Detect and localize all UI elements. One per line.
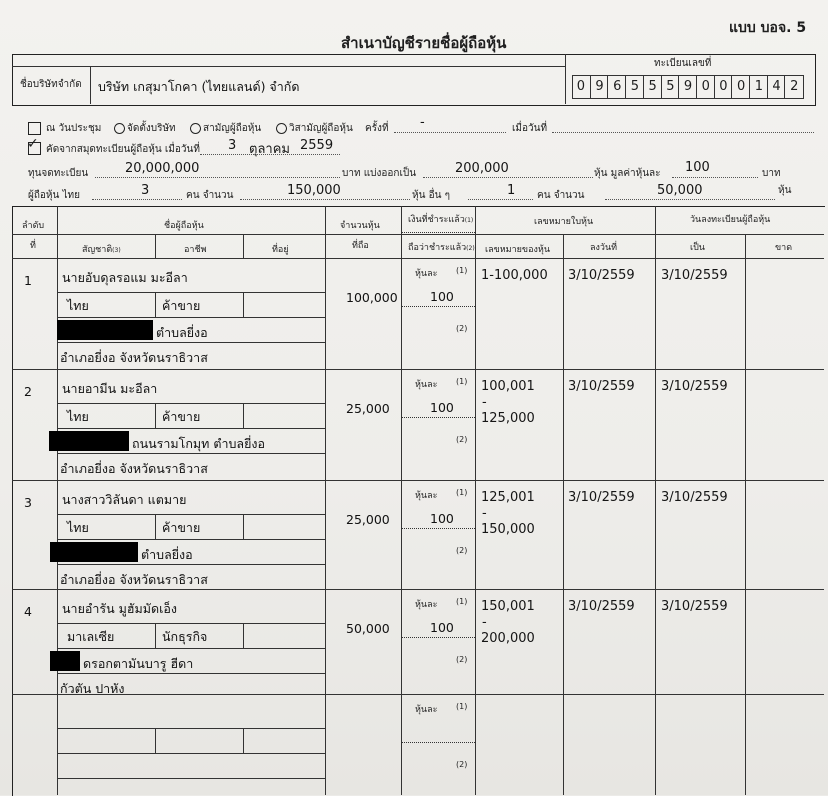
- header-occupation: อาชีพ: [184, 245, 207, 255]
- header-cert-no: เลขหมายใบหุ้น: [534, 217, 594, 227]
- certificate-date: 3/10/2559: [568, 490, 635, 505]
- row-divider: [243, 514, 244, 539]
- holder-nationality: มาเลเซีย: [67, 629, 115, 644]
- label-count-2: คน จำนวน: [537, 190, 585, 201]
- company-name: บริษัท เกสุมาโกคา (ไทยแลนด์) จำกัด: [98, 79, 300, 94]
- shares-held: 25,000: [346, 401, 390, 416]
- row-number: 3: [24, 495, 32, 510]
- radio-extraordinary[interactable]: [276, 123, 287, 134]
- header-shares: จำนวนหุ้น: [340, 221, 380, 231]
- extract-day: 3: [228, 138, 237, 153]
- registration-digit: 0: [576, 79, 585, 94]
- paid-per-share: 100: [430, 289, 454, 304]
- paid-per-share: 100: [430, 511, 454, 526]
- mark-2: (2): [456, 546, 468, 555]
- holder-address-line2: อำเภอยี่งอ จังหวัดนราธิวาส: [60, 461, 208, 476]
- redacted-address-block: [57, 320, 153, 340]
- holder-occupation: นักธุรกิจ: [162, 629, 208, 644]
- shares-held: 100,000: [346, 290, 398, 305]
- other-shares-value: 50,000: [657, 183, 703, 198]
- row-line: [57, 403, 325, 404]
- mark-1: (1): [456, 597, 468, 606]
- registration-digit: 6: [607, 76, 626, 98]
- registration-digit: 9: [590, 76, 609, 98]
- row-line: [401, 417, 475, 418]
- header-paid: เงินที่ชำระแล้ว(1): [408, 215, 474, 225]
- label-other: หุ้น อื่น ๆ: [412, 190, 450, 201]
- row-line: [57, 539, 325, 540]
- row-divider: [243, 292, 244, 317]
- registration-digit: 9: [678, 76, 697, 98]
- redacted-address-block: [49, 431, 129, 451]
- label-extract: คัดจากสมุดทะเบียนผู้ถือหุ้น เมื่อวันที่: [46, 144, 200, 155]
- row-line: [57, 428, 325, 429]
- checkbox-meeting[interactable]: [28, 122, 41, 135]
- share-number-dash: -: [482, 615, 487, 630]
- extract-month: ตุลาคม: [249, 142, 290, 157]
- row-divider: [155, 514, 156, 539]
- radio-annual[interactable]: [190, 123, 201, 134]
- per-share-label: หุ้นละ: [415, 269, 438, 279]
- row-divider: [243, 623, 244, 648]
- registration-digit: 5: [661, 76, 680, 98]
- row-line: [57, 514, 325, 515]
- registration-date: 3/10/2559: [661, 599, 728, 614]
- redacted-address-block: [50, 542, 138, 562]
- label-date: เมื่อวันที่: [512, 123, 548, 134]
- mark-1: (1): [456, 377, 468, 386]
- label-at-meeting: ณ วันประชุม: [46, 123, 102, 134]
- row-line: [57, 648, 325, 649]
- holder-address-line2: อำเภอยี่งอ จังหวัดนราธิวาส: [60, 350, 208, 365]
- share-number-dash: -: [482, 506, 487, 521]
- holder-address-line1: ดรอกตามันบารู ฮีดา: [83, 656, 194, 671]
- holder-nationality: ไทย: [67, 409, 89, 424]
- holder-name: นายอำรัน มูฮัมมัดเอ็ง: [62, 601, 177, 616]
- holder-nationality: ไทย: [67, 298, 89, 313]
- row-separator: [12, 480, 824, 481]
- registration-date: 3/10/2559: [661, 268, 728, 283]
- row-line: [57, 292, 325, 293]
- label-baht: บาท: [762, 168, 781, 179]
- mark-1: (1): [456, 266, 468, 275]
- form-code: แบบ บอจ. 5: [729, 20, 807, 36]
- header-ceased: ขาด: [775, 243, 793, 253]
- paid-per-share: 100: [430, 620, 454, 635]
- row-divider: [155, 403, 156, 428]
- shares-held: 50,000: [346, 621, 390, 636]
- label-establish: จัดตั้งบริษัท: [127, 123, 176, 134]
- row-number: 2: [24, 384, 32, 399]
- per-share-label: หุ้นละ: [415, 491, 438, 501]
- share-number-from: 150,001: [481, 599, 535, 614]
- registration-digit: 0: [714, 76, 733, 98]
- mark-2: (2): [456, 435, 468, 444]
- label-count: คน จำนวน: [186, 190, 234, 201]
- shares-value: 200,000: [455, 161, 509, 176]
- per-share-label: หุ้นละ: [415, 705, 438, 715]
- header-deemed-paid: ถือว่าชำระแล้ว(2): [408, 243, 475, 253]
- label-registered-capital: ทุนจดทะเบียน: [28, 168, 89, 179]
- header-shares-sub: ที่ถือ: [352, 241, 369, 251]
- holder-address-line1: ตำบลยี่งอ: [141, 547, 193, 562]
- row-separator: [12, 258, 824, 259]
- holder-name: นางสาววิลันดา แตมาย: [62, 492, 187, 507]
- holder-name: นายอามีน มะอีลา: [62, 381, 158, 396]
- registration-digit: 2: [784, 76, 803, 98]
- row-line: [57, 753, 325, 754]
- row-divider: [243, 403, 244, 428]
- per-share-label: หุ้นละ: [415, 380, 438, 390]
- registration-digit: 5: [625, 76, 644, 98]
- share-number-dash: -: [482, 395, 487, 410]
- check-mark-icon: ✓: [27, 136, 39, 152]
- registration-date: 3/10/2559: [661, 490, 728, 505]
- row-divider: [155, 292, 156, 317]
- registration-digit: 0: [731, 76, 750, 98]
- paid-per-share: 100: [430, 400, 454, 415]
- registered-capital-value: 20,000,000: [125, 161, 200, 176]
- holder-occupation: ค้าขาย: [162, 409, 201, 424]
- header-date: ลงวันที่: [590, 243, 618, 253]
- row-line: [57, 623, 325, 624]
- row-line: [57, 317, 325, 318]
- row-line: [401, 306, 475, 307]
- header-nationality: สัญชาติ(3): [82, 245, 121, 255]
- row-line: [401, 637, 475, 638]
- mark-1: (1): [456, 702, 468, 711]
- share-number-from: 1-100,000: [481, 268, 548, 283]
- row-separator: [12, 369, 824, 370]
- header-holder-name: ชื่อผู้ถือหุ้น: [164, 221, 204, 231]
- header-became: เป็น: [690, 243, 705, 253]
- holder-name: นายอับดุลรอแม มะอีลา: [62, 270, 188, 285]
- document-title: สำเนาบัญชีรายชื่อผู้ถือหุ้น: [341, 34, 507, 52]
- registration-number: [572, 75, 804, 99]
- header-address: ที่อยู่: [272, 245, 289, 255]
- registration-date: 3/10/2559: [661, 379, 728, 394]
- registration-digit: 4: [767, 76, 786, 98]
- holder-nationality: ไทย: [67, 520, 89, 535]
- row-separator: [12, 694, 824, 695]
- row-divider: [155, 728, 156, 753]
- registration-digit: 0: [696, 76, 715, 98]
- row-divider: [243, 728, 244, 753]
- share-number-to: 200,000: [481, 631, 535, 646]
- share-number-to: 150,000: [481, 522, 535, 537]
- label-shares-suffix: หุ้น: [778, 185, 792, 196]
- shares-held: 25,000: [346, 512, 390, 527]
- label-extraordinary: วิสามัญผู้ถือหุ้น: [289, 123, 353, 134]
- times-value: -: [420, 115, 425, 130]
- holder-occupation: ค้าขาย: [162, 298, 201, 313]
- row-line: [57, 728, 325, 729]
- row-number: 1: [24, 273, 32, 288]
- header-order: ลำดับ: [22, 221, 45, 231]
- holder-address-line1: ถนนรามโกมุท ตำบลยี่งอ: [132, 436, 266, 451]
- extract-year: 2559: [300, 138, 334, 153]
- row-separator: [12, 589, 824, 590]
- row-line: [401, 528, 475, 529]
- label-thai-holders: ผู้ถือหุ้น ไทย: [28, 190, 81, 201]
- registration-digit: 1: [749, 76, 768, 98]
- share-number-to: 125,000: [481, 411, 535, 426]
- header-share-no: เลขหมายของหุ้น: [485, 245, 550, 255]
- mark-1: (1): [456, 488, 468, 497]
- mark-2: (2): [456, 324, 468, 333]
- holder-address-line2: อำเภอยี่งอ จังหวัดนราธิวาส: [60, 572, 208, 587]
- label-par: หุ้น มูลค่าหุ้นละ: [594, 168, 661, 179]
- share-number-from: 100,001: [481, 379, 535, 394]
- share-number-from: 125,001: [481, 490, 535, 505]
- certificate-date: 3/10/2559: [568, 379, 635, 394]
- header-order-sub: ที่: [30, 241, 36, 251]
- label-times: ครั้งที่: [365, 123, 389, 134]
- row-line: [57, 778, 325, 779]
- registration-digit: 5: [643, 76, 662, 98]
- redacted-address-block: [50, 651, 80, 671]
- other-holders-value: 1: [507, 183, 516, 198]
- row-divider: [155, 623, 156, 648]
- holder-occupation: ค้าขาย: [162, 520, 201, 535]
- holder-address-line2: กัวตัน ปาหัง: [60, 681, 125, 696]
- per-share-label: หุ้นละ: [415, 600, 438, 610]
- thai-shares-value: 150,000: [287, 183, 341, 198]
- holder-address-line1: ตำบลยี่งอ: [156, 325, 208, 340]
- radio-establish[interactable]: [114, 123, 125, 134]
- label-split: บาท แบ่งออกเป็น: [342, 168, 417, 179]
- mark-2: (2): [456, 655, 468, 664]
- mark-2: (2): [456, 760, 468, 769]
- company-label: ชื่อบริษัทจำกัด: [20, 79, 82, 90]
- par-value: 100: [685, 160, 710, 175]
- label-annual: สามัญผู้ถือหุ้น: [203, 123, 262, 134]
- certificate-date: 3/10/2559: [568, 599, 635, 614]
- header-reg-date: วันลงทะเบียนผู้ถือหุ้น: [690, 215, 771, 225]
- row-number: 4: [24, 604, 32, 619]
- certificate-date: 3/10/2559: [568, 268, 635, 283]
- row-line: [401, 742, 475, 743]
- registration-label: ทะเบียนเลขที่: [654, 58, 712, 69]
- thai-holders-value: 3: [141, 183, 150, 198]
